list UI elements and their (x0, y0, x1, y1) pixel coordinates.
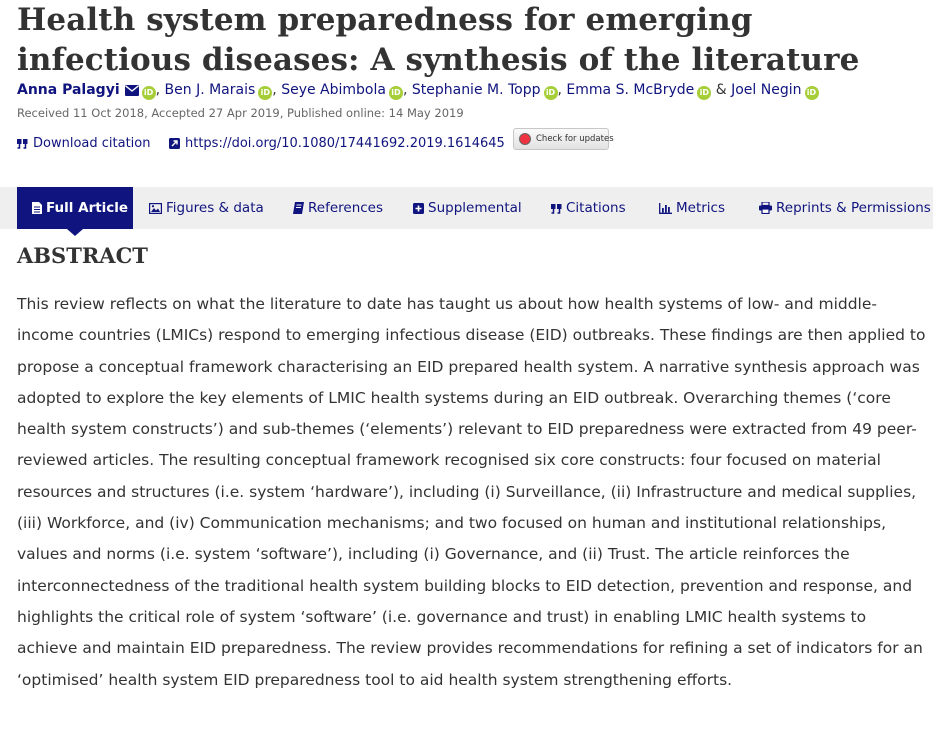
plus-square-icon (413, 189, 424, 231)
tab-label: Full Article (46, 200, 129, 216)
doi-link[interactable] (169, 134, 505, 156)
download-citation-label: Download citation (33, 136, 151, 151)
tab-label: References (308, 200, 384, 216)
author-separator: & (715, 82, 727, 98)
envelope-icon[interactable] (125, 82, 139, 102)
tab-references[interactable] (293, 187, 383, 229)
article-tab-bar (0, 187, 933, 229)
author-link[interactable]: Anna Palagyi (17, 82, 120, 98)
doi-label: https://doi.org/10.1080/17441692.2019.1614645 (185, 136, 505, 151)
orcid-icon[interactable]: iD (142, 86, 156, 100)
author-link[interactable]: Stephanie M. Topp (411, 82, 541, 98)
orcid-icon[interactable]: iD (544, 86, 558, 100)
quote-icon (17, 136, 28, 156)
book-icon (293, 189, 304, 231)
image-icon (149, 189, 162, 231)
author-link[interactable]: Ben J. Marais (164, 82, 256, 98)
document-icon (32, 189, 42, 231)
tab-label: Reprints & Permissions (776, 200, 931, 216)
tab-figures-data[interactable] (149, 187, 264, 229)
article-title: Health system preparedness for emerging infectious diseases: A synthesis of the literature (17, 2, 860, 78)
print-icon (759, 189, 772, 231)
check-for-updates-label: Check for updates (536, 134, 614, 144)
orcid-icon[interactable]: iD (389, 86, 403, 100)
external-link-icon (169, 136, 180, 156)
author-separator: , (155, 82, 161, 98)
orcid-icon[interactable]: iD (697, 86, 711, 100)
author-link[interactable]: Emma S. McBryde (566, 82, 695, 98)
orcid-icon[interactable]: iD (805, 86, 819, 100)
publication-dates: Received 11 Oct 2018, Accepted 27 Apr 2019, Published online: 14 May 2019 (17, 106, 464, 120)
orcid-icon[interactable]: iD (258, 86, 272, 100)
author-link[interactable]: Joel Negin (731, 82, 802, 98)
author-separator: , (272, 82, 277, 98)
tab-reprints-permissions[interactable] (759, 187, 931, 229)
author-separator: , (557, 82, 562, 98)
tab-citations[interactable] (551, 187, 626, 229)
author-link[interactable]: Seye Abimbola (281, 82, 386, 98)
crossmark-icon (519, 133, 531, 145)
quote-icon (551, 189, 562, 231)
abstract-heading: ABSTRACT (17, 243, 148, 268)
tab-label: Supplemental (428, 200, 522, 216)
tab-metrics[interactable] (659, 187, 725, 229)
author-list (17, 80, 933, 102)
active-tab-pointer (67, 229, 83, 236)
abstract-text: This review reflects on what the literature to date has taught us about how health systems of low- and middle-income countries (LMICs) respond to emerging infectious disease (EID) outbreaks. These findings are then applied to propose a conceptual framework characterising an EID prepared health system. A narrative synthesis approach was adopted to explore the key elements of LMIC health systems during an EID outbreak. Overarching themes (‘core health system constructs’) and sub-themes (‘elements’) relevant to EID preparedness were extracted from 49 peer-reviewed articles. The resulting conceptual framework recognised six core constructs: four focused on material resources and structures (i.e. system ‘hardware’), including (i) Surveillance, (ii) Infrastructure and medical supplies, (iii) Workforce, and (iv) Communication mechanisms; and two focused on human and institutional relationships, values and norms (i.e. system ‘software’), including (i) Governance, and (ii) Trust. The article reinforces the interconnectedness of the traditional health system building blocks to EID detection, prevention and response, and highlights the critical role of system ‘software’ (i.e. governance and trust) in enabling LMIC health systems to achieve and maintain EID preparedness. The review provides recommendations for refining a set of indicators for an ‘optimised’ health system EID preparedness tool to aid health system strengthening efforts. (17, 295, 926, 689)
tab-full-article[interactable] (17, 187, 133, 229)
tab-label: Citations (566, 200, 626, 216)
check-for-updates-button[interactable] (513, 128, 614, 150)
author-separator: , (402, 82, 408, 98)
tab-label: Figures & data (166, 200, 264, 216)
tab-label: Metrics (676, 200, 726, 216)
bar-chart-icon (659, 189, 672, 231)
tab-supplemental[interactable] (413, 187, 522, 229)
download-citation-link[interactable] (17, 134, 150, 156)
